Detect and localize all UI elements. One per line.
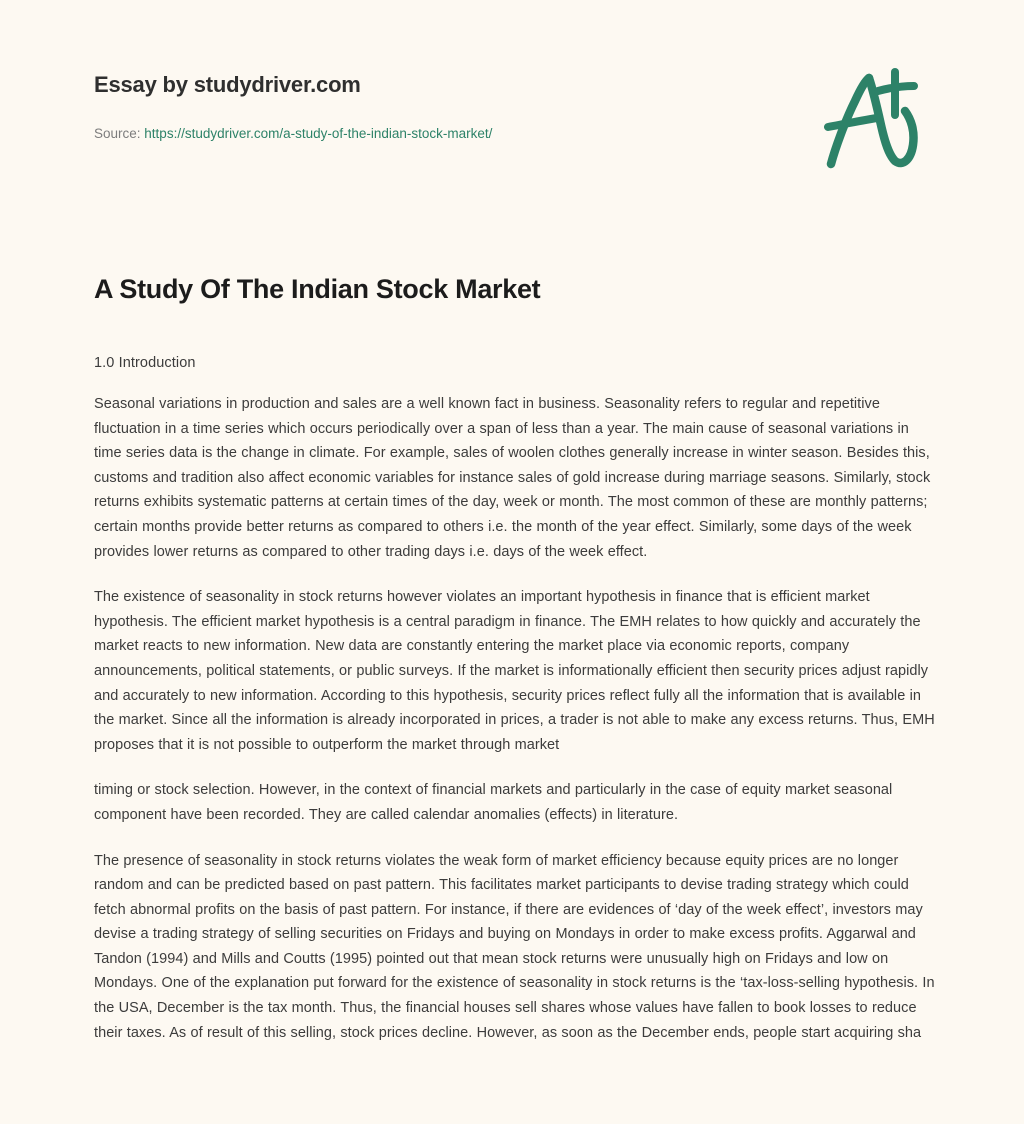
section-heading-introduction: 1.0 Introduction [94,355,196,371]
source-line [94,124,492,144]
paragraph: Seasonal variations in production and sales are a well known fact in business. Seasonality refers to regular and repetitive fluctuation in a time series which occurs periodically over a span of less than a year. The main cause of seasonal variations in time series data is the change in climate. For example, sales of woolen clothes generally increase in winter season. Besides this, customs and tradition also affect economic variables for instance sales of gold increase during marriage seasons. Similarly, stock returns exhibits systematic patterns at certain times of the day, week or month. The most common of these are monthly patterns; certain months provide better returns as compared to others i.e. the month of the year effect. Similarly, some days of the week provides lower returns as compared to other trading days i.e. days of the week effect. [94,396,931,560]
essay-body [94,352,940,1045]
page-header [0,0,1024,190]
source-label: Source: [94,126,141,141]
paragraph: The existence of seasonality in stock returns however violates an important hypothesis in finance that is efficient market hypothesis. The efficient market hypothesis is a central paradigm in finance. The EMH relates to how quickly and accurately the market reacts to new information. New data are constantly entering the market place via economic reports, company announcements, political statements, or public surveys. If the market is informationally efficient then security prices adjust rapidly and accurately to new information. According to this hypothesis, security prices reflect fully all the information that is available in the market. Since all the information is already incorporated in prices, a trader is not able to make any excess returns. Thus, EMH proposes that it is not possible to outperform the market through market [94,589,935,753]
a-plus-logo [815,63,935,173]
paragraph: The presence of seasonality in stock returns violates the weak form of market efficiency because equity prices are no longer random and can be predicted based on past pattern. This facilitates market participants to devise trading strategy which could fetch abnormal profits on the basis of past pattern. For instance, if there are evidences of ‘day of the week effect’, investors may devise a trading strategy of selling securities on Fridays and buying on Mondays in order to make excess profits. Aggarwal and Tandon (1994) and Mills and Coutts (1995) pointed out that mean stock returns were unusually high on Fridays and low on Mondays. One of the explanation put forward for the existence of seasonality in stock returns is the ‘tax-loss-selling hypothesis. In the USA, December is the tax month. Thus, the financial houses sell shares whose values have fallen to book losses to reduce their taxes. As of result of this selling, stock prices decline. However, as soon as the December ends, people start acquiring sha [94,852,935,1041]
paragraph: timing or stock selection. However, in the context of financial markets and particularly in the case of equity market seasonal component have been recorded. They are called calendar anomalies (effects) in literature. [94,782,893,823]
brand-byline: Essay by studydriver.com [94,72,361,97]
source-url-link[interactable]: https://studydriver.com/a-study-of-the-indian-stock-market/ [144,126,493,141]
page-title: A Study Of The Indian Stock Market [94,274,541,305]
